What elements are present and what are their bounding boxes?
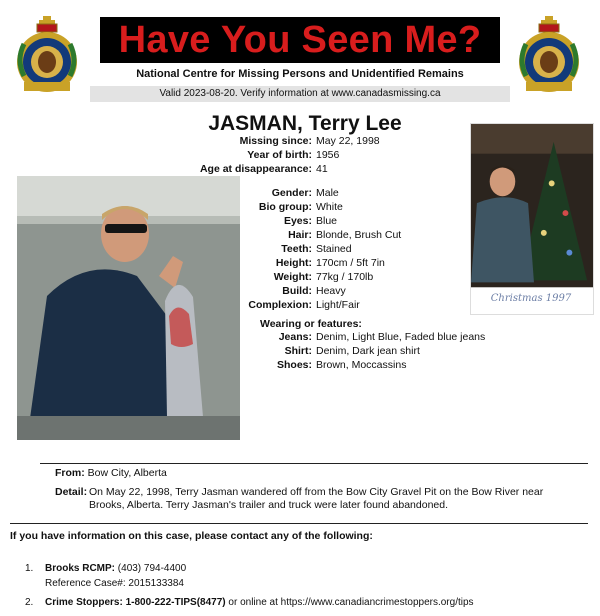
detail-label: Hair:: [288, 229, 312, 241]
detail-value: Light/Fair: [316, 299, 360, 311]
wearing-value: Denim, Light Blue, Faded blue jeans: [316, 331, 486, 343]
detail-label: Bio group:: [258, 201, 312, 213]
reference-case: Reference Case#: 2015133384: [45, 578, 184, 589]
detail-row-year-of-birth: [180, 148, 480, 162]
detail-label: Gender:: [271, 187, 312, 199]
detail-label: Complexion:: [248, 299, 312, 311]
wearing-label: Jeans:: [278, 331, 312, 343]
detail-value: 41: [316, 163, 328, 175]
contact-phone[interactable]: (403) 794-4400: [117, 563, 187, 574]
missing-person-name: JASMAN, Terry Lee: [208, 112, 402, 135]
contact-phone[interactable]: 1-800-222-TIPS(8477): [125, 597, 226, 608]
detail-label: Age at disappearance:: [199, 163, 312, 175]
detail-label: Detail:: [55, 486, 88, 498]
contact-number: 1.: [25, 563, 34, 574]
detail-label: Build:: [282, 285, 312, 297]
detail-row-missing-since: [180, 134, 480, 148]
detail-label: Year of birth:: [247, 149, 312, 161]
wearing-label: Shoes:: [276, 359, 312, 371]
divider: [10, 523, 588, 524]
detail-label: Weight:: [273, 271, 312, 283]
rcmp-crest-icon: [512, 14, 586, 96]
contact-body: [45, 563, 186, 574]
detail-value: Blue: [316, 215, 338, 227]
organization-name: National Centre for Missing Persons and Unidentified Remains: [136, 68, 464, 80]
detail-label: Teeth:: [281, 243, 312, 255]
validity-notice: Valid 2023-08-20. Verify information at www.canadasmissing.ca: [90, 86, 510, 102]
detail-text: On May 22, 1998, Terry Jasman wandered off from the Bow City Gravel Pit on the Bow River near Brooks, Alberta. Terry Jasman's trailer and truck were later found abandoned.: [89, 486, 544, 511]
from-label: From:: [55, 467, 85, 479]
christmas-photo: [470, 123, 594, 315]
detail-label: Eyes:: [283, 215, 312, 227]
contact-body: [45, 597, 474, 608]
contact-name: Brooks RCMP:: [45, 563, 116, 574]
detail-value: Stained: [316, 243, 352, 255]
detail-value: Heavy: [316, 285, 346, 297]
detail-label: Missing since:: [239, 135, 312, 147]
detail-value: Blonde, Brush Cut: [316, 229, 402, 241]
detail-value: May 22, 1998: [316, 135, 380, 147]
main-photo: [17, 176, 240, 440]
poster-banner: [100, 17, 500, 63]
from-line: [55, 467, 167, 479]
detail-value: 170cm / 5ft 7in: [316, 257, 385, 269]
wearing-label: Shirt:: [284, 345, 312, 357]
detail-value: 77kg / 170lb: [316, 271, 374, 283]
detail-value: 1956: [316, 149, 340, 161]
from-value: Bow City, Alberta: [87, 467, 167, 479]
detail-row-age: [180, 162, 480, 176]
detail-label: Height:: [275, 257, 312, 269]
wearing-value: Brown, Moccassins: [316, 359, 407, 371]
wearing-heading: Wearing or features:: [260, 318, 362, 330]
wearing-value: Denim, Dark jean shirt: [316, 345, 420, 357]
photo-caption: Christmas 1997: [490, 293, 572, 304]
rcmp-crest-icon: [10, 14, 84, 96]
detail-value: Male: [316, 187, 339, 199]
contact-heading: If you have information on this case, please contact any of the following:: [10, 530, 373, 542]
contact-number: 2.: [25, 597, 34, 608]
poster-title: Have You Seen Me?: [118, 19, 482, 61]
contact-extra[interactable]: or online at https://www.canadiancrimestoppers.org/tips: [225, 597, 474, 608]
divider: [40, 463, 588, 464]
detail-value: White: [316, 201, 343, 213]
contact-name: Crime Stoppers:: [45, 597, 123, 608]
